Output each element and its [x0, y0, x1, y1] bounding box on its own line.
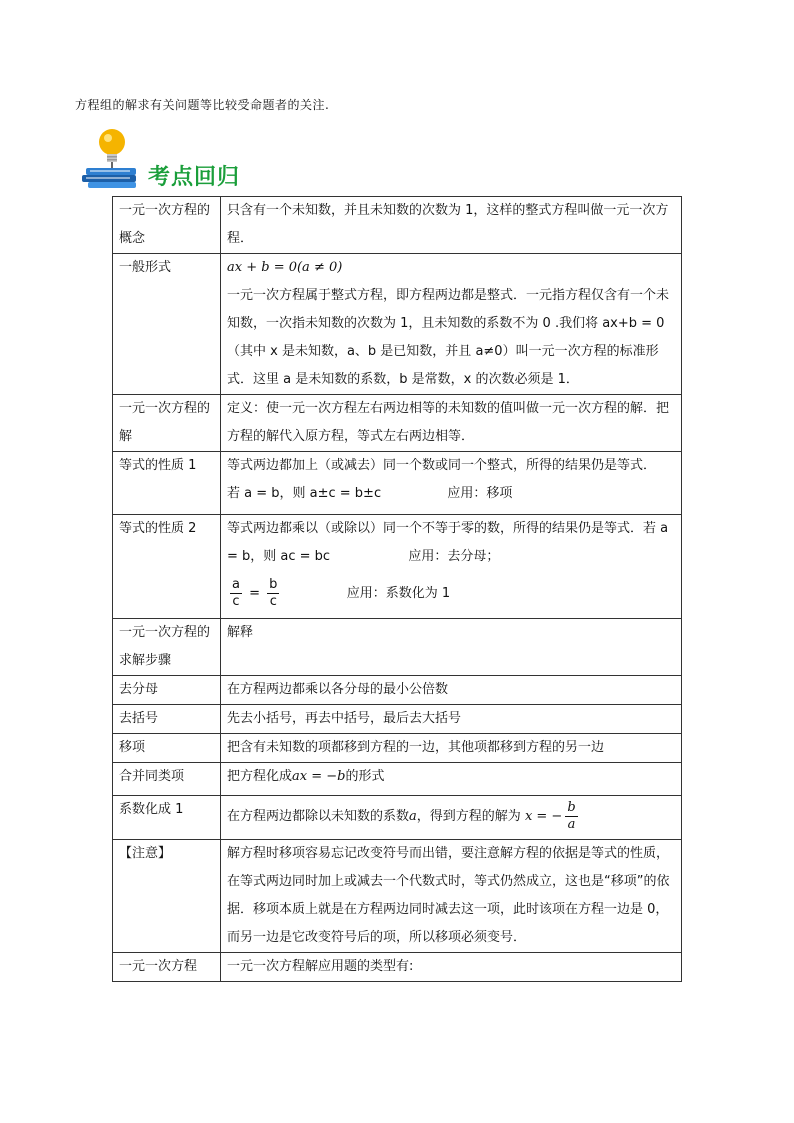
fraction-a-over-c: $\frac{a}{c}$ [232, 577, 240, 609]
table-row [113, 796, 682, 840]
knowledge-table [112, 196, 682, 982]
table-row [113, 619, 682, 676]
table-row [113, 840, 682, 953]
row-value: 在方程两边都乘以各分母的最小公倍数 [221, 676, 682, 705]
solution-lhs: x = − [524, 809, 563, 824]
table-row [113, 452, 682, 515]
row-value: 解释 [221, 619, 682, 676]
general-formula: ax + b = 0(a ≠ 0) [227, 260, 343, 275]
table-row [113, 254, 682, 395]
row-key: 一般形式 [113, 254, 221, 395]
row-value [221, 452, 682, 515]
prop2-application-2: 应用：系数化为 1 [346, 586, 451, 601]
row-key: 一元一次方程的求解步骤 [113, 619, 221, 676]
table-row [113, 197, 682, 254]
table-row [113, 763, 682, 796]
table-row [113, 676, 682, 705]
prop1-line1: 等式两边都加上（或减去）同一个数或同一个整式，所得的结果仍是等式． [227, 458, 657, 473]
fraction-b-over-a: $\frac{b}{a}$ [567, 800, 576, 832]
row-key: 去分母 [113, 676, 221, 705]
prop1-line2: 若 a = b，则 a±c = b±c [227, 486, 382, 501]
general-text: 一元一次方程属于整式方程，即方程两边都是整式．一元指方程仅含有一个未知数，一次指未知数的次数为 1，且未知数的系数不为 0 .我们将 ax+b = 0（其中 x 是未知数，a、b 是已知数，并且 a≠0）叫一元一次方程的标准形式．这里 a 是未知数的系数，b 是常数，x 的次数必须是 1． [227, 288, 670, 387]
row-key: 合并同类项 [113, 763, 221, 796]
row-value: 把方程化成ax = −b的形式 [221, 763, 682, 796]
coefficient-a: a [409, 809, 417, 824]
equals-sign: = [249, 586, 261, 601]
row-key: 一元一次方程的概念 [113, 197, 221, 254]
row-key: 移项 [113, 734, 221, 763]
row-value: 解方程时移项容易忘记改变符号而出错，要注意解方程的依据是等式的性质，在等式两边同时加上或减去一个代数式时，等式仍然成立，这也是“移项”的依据．移项本质上就是在方程两边同时减去这一项，此时该项在方程一边是 0，而另一边是它改变符号后的项，所以移项必须变号． [221, 840, 682, 953]
table-row [113, 734, 682, 763]
row-value: 只含有一个未知数，并且未知数的次数为 1，这样的整式方程叫做一元一次方程． [221, 197, 682, 254]
prop2-application-1: 应用：去分母； [408, 549, 500, 564]
row-value: 把含有未知数的项都移到方程的一边，其他项都移到方程的另一边 [221, 734, 682, 763]
row-key: 一元一次方程的解 [113, 395, 221, 452]
prop2-line1: 等式两边都乘以（或除以）同一个不等于零的数，所得的结果仍是等式．若 a = b，则 ac = bc [227, 521, 669, 564]
table-row [113, 705, 682, 734]
row-value [221, 515, 682, 619]
section-heading [80, 126, 280, 190]
table-row [113, 395, 682, 452]
row-key: 【注意】 [113, 840, 221, 953]
row-key: 系数化成 1 [113, 796, 221, 840]
step4-formula: ax = −b [292, 769, 346, 784]
prop1-application: 应用：移项 [447, 486, 513, 501]
row-value [221, 254, 682, 395]
table-row [113, 953, 682, 982]
row-key: 一元一次方程 [113, 953, 221, 982]
row-key: 去括号 [113, 705, 221, 734]
intro-text: 方程组的解求有关问题等比较受命题者的关注. [75, 98, 330, 112]
row-value: 定义：使一元一次方程左右两边相等的未知数的值叫做一元一次方程的解．把方程的解代入原方程，等式左右两边相等． [221, 395, 682, 452]
fraction-b-over-c: $\frac{b}{c}$ [269, 577, 278, 609]
section-title: 考点回归 [148, 165, 241, 190]
row-key: 等式的性质 2 [113, 515, 221, 619]
table-row [113, 515, 682, 619]
lightbulb-books-icon [80, 126, 144, 190]
row-value: 在方程两边都除以未知数的系数a，得到方程的解为 x = − $\frac{b}{a}$ [221, 796, 682, 840]
row-value: 一元一次方程解应用题的类型有: [221, 953, 682, 982]
row-value: 先去小括号，再去中括号，最后去大括号 [221, 705, 682, 734]
row-key: 等式的性质 1 [113, 452, 221, 515]
